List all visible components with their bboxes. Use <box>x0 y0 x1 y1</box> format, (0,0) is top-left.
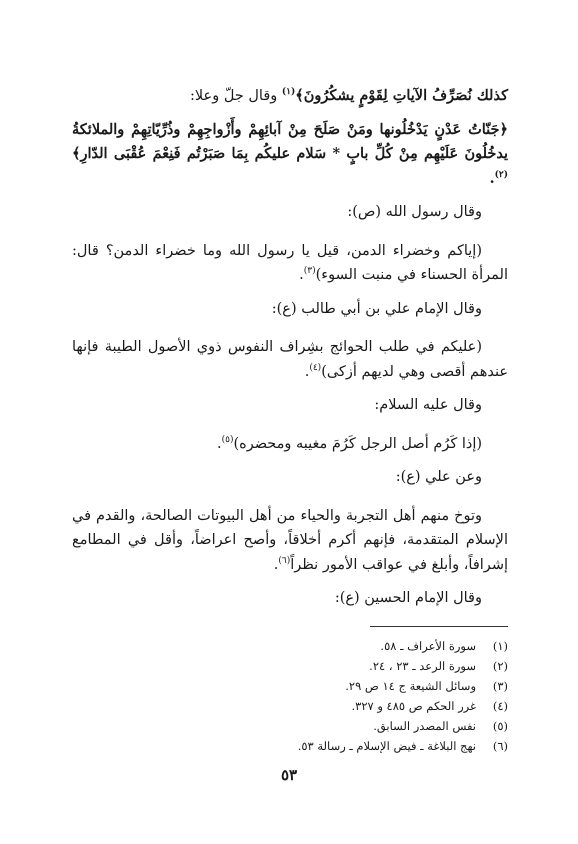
paragraph-tail: وقال جلّ وعلا: <box>190 88 282 104</box>
paragraph-text: وقال الإمام علي بن أبي طالب (ع): <box>271 300 482 317</box>
paragraph-tail: . <box>299 267 304 283</box>
paragraph-tail: . <box>273 556 279 573</box>
paragraph-text: (عليكم في طلب الحوائج بشِراف النفوس ذوي الأصول الطيبة فإنها عندهم أقصى وهي لديهم أزكى) <box>72 339 508 380</box>
footnote-item <box>72 716 508 736</box>
paragraph-text: وعن علي (ع): <box>395 469 482 485</box>
paragraph-heading-an-ali <box>72 465 508 490</box>
paragraph-text: وقال الإمام الحسين (ع): <box>334 590 482 606</box>
footnote-item <box>72 736 508 756</box>
paragraph-verse-1 <box>72 84 508 109</box>
paragraph-hadith-1 <box>72 239 508 288</box>
footnote-number: (١) <box>492 639 508 653</box>
footnote-text: سورة الأعراف ـ ٥٨. <box>380 639 476 653</box>
paragraph-text: (إذا كَرُم أصل الرجل كَرُمَ مغيبه ومحضره) <box>233 435 482 452</box>
page-number: ٥٣ <box>280 766 298 784</box>
footnote-ref: (١) <box>281 87 296 98</box>
paragraph-text: ﴿جَنّاتُ عَدْنٍ يَدْخُلُونها ومَنْ صَلَحَ مِنْ آبائِهِمْ وأَزْواجِهِمْ وذُرِّيّاتِهِمْ والملائكةُ يدخُلُونَ عَلَيْهِم مِنْ كُلِّ بابٍ * سَلام عليكُم بِمَا صَبَرْتُم فَنِعْمَ عُقْبَى الدّارِ﴾ <box>72 120 508 162</box>
footnote-ref: (٢) <box>494 169 508 180</box>
footnote-item <box>72 656 508 676</box>
paragraph-hadith-2 <box>72 335 508 384</box>
footnote-ref: (٣) <box>303 266 316 277</box>
footnote-number: (٥) <box>492 719 508 733</box>
footnote-number: (٤) <box>492 699 508 713</box>
paragraph-text: (إياكم وخضراء الدمن، قيل يا رسول الله وما خضراء الدمن؟ قال: المرأة الحسناء في منبت السوء) <box>72 242 508 283</box>
paragraph-heading-alayhi <box>72 393 508 418</box>
paragraph-heading-ali <box>72 297 508 322</box>
footnote-item <box>72 676 508 696</box>
footnote-number: (٢) <box>492 659 508 673</box>
paragraph-text: وقال عليه السلام: <box>374 397 482 413</box>
footnotes-list <box>72 636 508 756</box>
body-text <box>72 84 508 625</box>
footnote-item <box>72 696 508 716</box>
footnote-text: سورة الرعد ـ ٢٣ ، ٢٤. <box>369 659 476 673</box>
footnote-divider <box>370 626 508 627</box>
paragraph-verse-2 <box>72 118 508 192</box>
paragraph-text: كذلك نُصَرِّفُ الآياتِ لِقَوْمٍ يشكُرُونَ﴾ <box>295 87 508 104</box>
footnote-text: وسائل الشيعة ج ١٤ ص ٢٩. <box>345 679 476 693</box>
footnote-ref: (٤) <box>309 362 322 373</box>
paragraph-tail: . <box>304 363 310 380</box>
footnote-item <box>72 636 508 656</box>
footnote-text: نهج البلاغة ـ فيض الإسلام ـ رسالة ٥٣. <box>297 739 476 753</box>
paragraph-heading-prophet <box>72 200 508 225</box>
paragraph-hadith-3 <box>72 432 508 457</box>
paragraph-heading-husayn <box>72 586 508 611</box>
paragraph-tail: . <box>216 435 222 452</box>
paragraph-text: وتوخ منهم أهل التجربة والحياء من أهل البيوتات الصالحة، والقدم في الإسلام المتقدمة، فإنهم أكرم أخلاقاً، وأصح اعراضاً، وأقل في المطامع إشرافاً، وأبلغ في عواقب الأمور نظراً <box>72 507 508 573</box>
footnote-text: نفس المصدر السابق. <box>373 719 476 733</box>
paragraph-text: وقال رسول الله (ص): <box>347 204 482 220</box>
paragraph-tail: . <box>489 169 495 187</box>
footnote-ref: (٥) <box>221 434 234 445</box>
paragraph-hadith-4 <box>72 504 508 578</box>
footnote-number: (٦) <box>492 739 508 753</box>
footnote-number: (٣) <box>492 679 508 693</box>
footnote-ref: (٦) <box>278 555 291 566</box>
footnote-text: غرر الحكم ص ٤٨٥ و ٣٢٧. <box>351 699 476 713</box>
